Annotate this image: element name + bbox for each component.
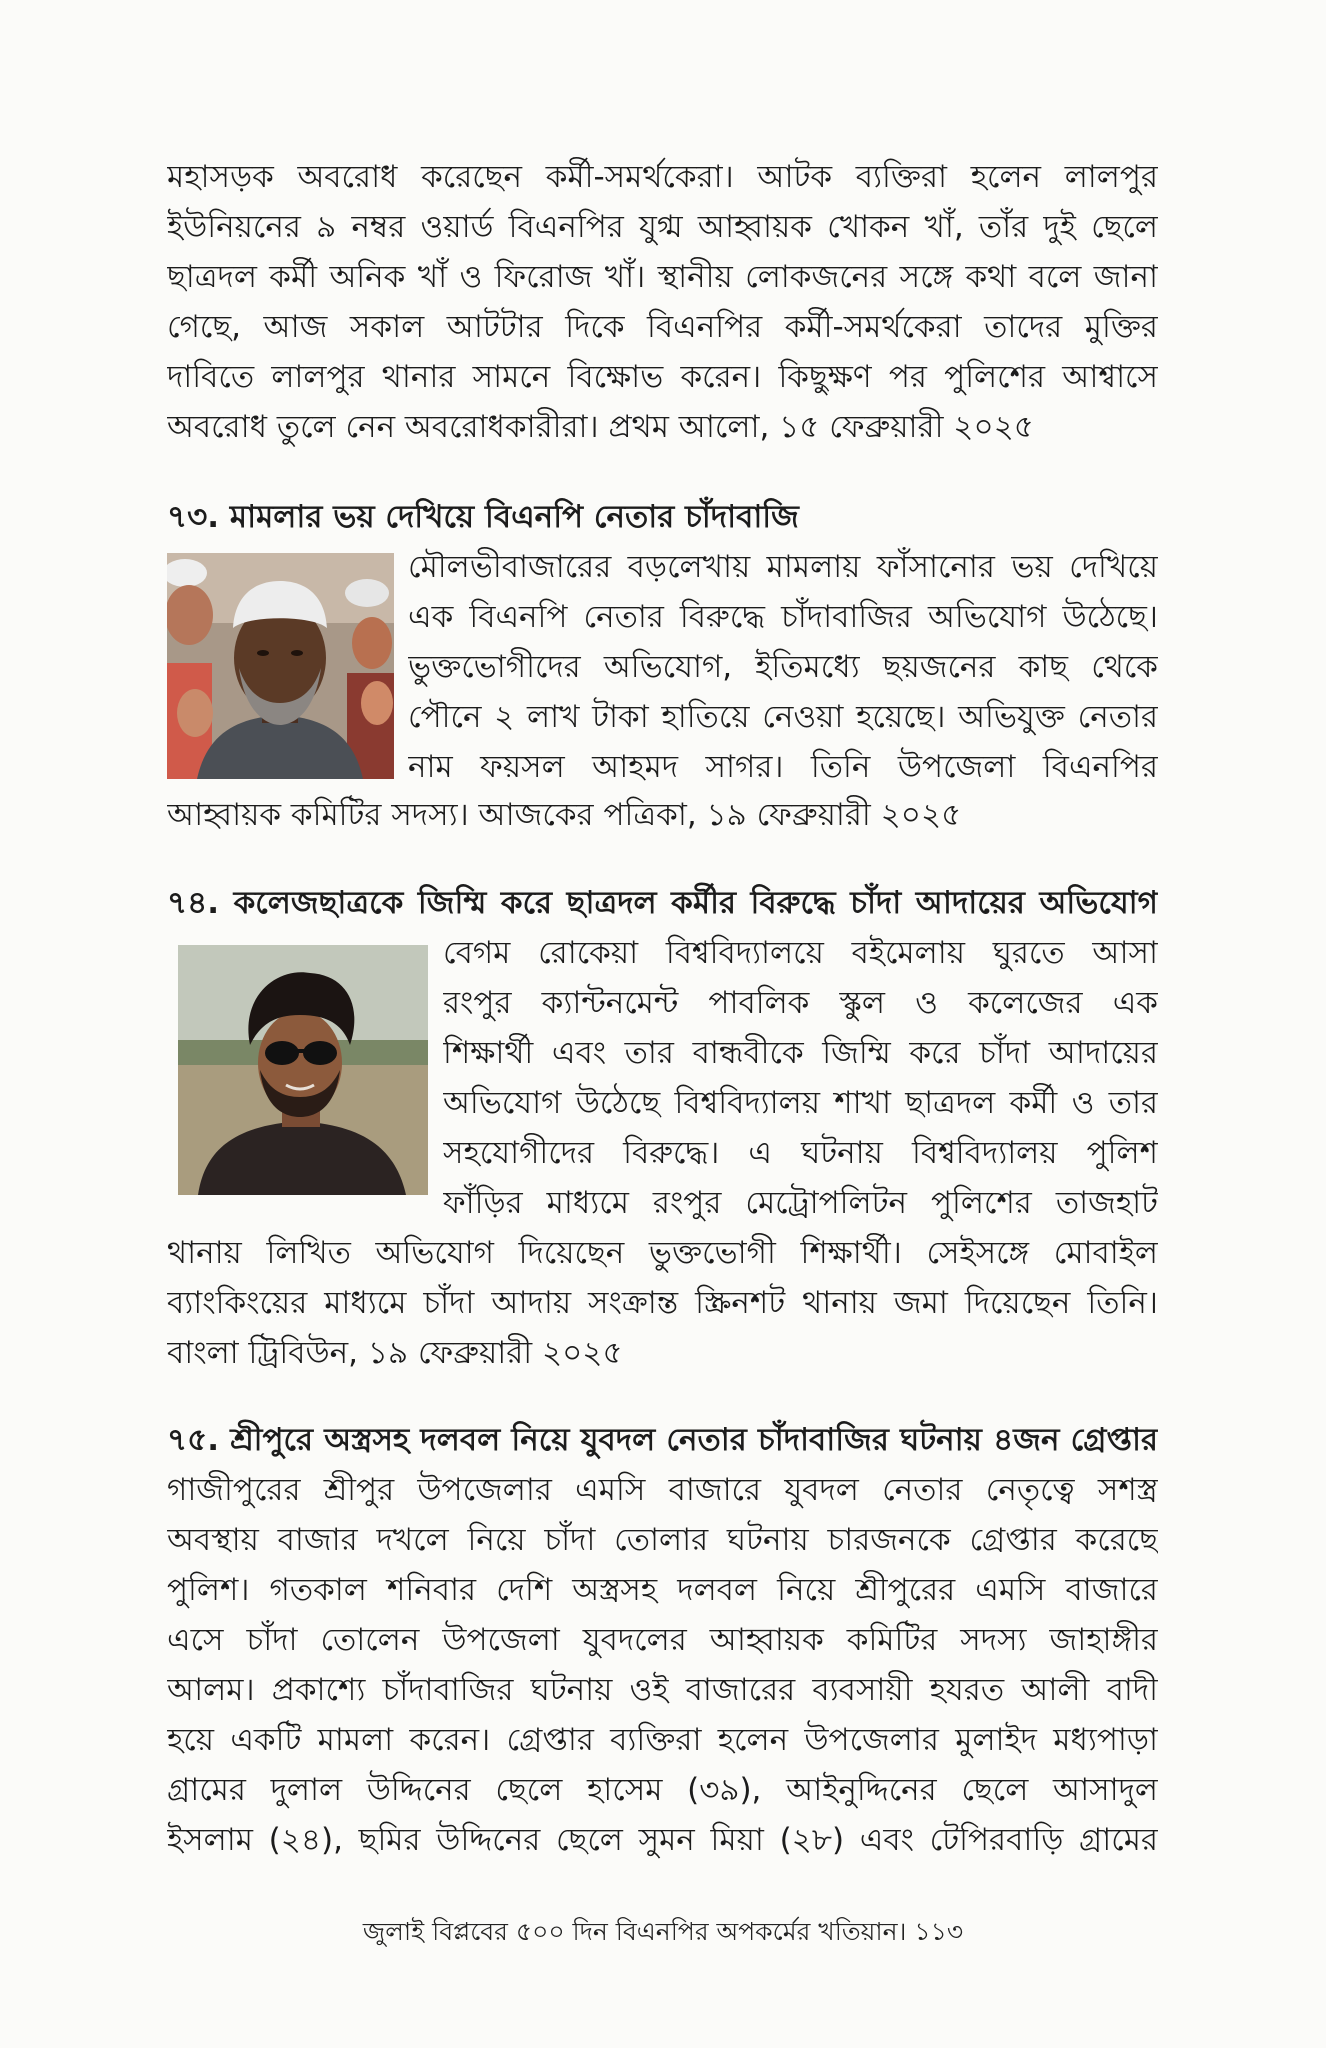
- intro-paragraph: [167, 152, 1158, 452]
- heading-74: ৭৪. কলেজছাত্রকে জিম্মি করে ছাত্রদল কর্মীর বিরুদ্ধে চাঁদা আদায়ের অভিযোগ: [167, 885, 1158, 921]
- paragraph-line: গাজীপুরের শ্রীপুর উপজেলার এমসি বাজারে যুবদল নেতার নেতৃত্বে সশস্ত্র: [167, 1472, 1158, 1508]
- paragraph-line: দাবিতে লালপুর থানার সামনে বিক্ষোভ করেন। কিছুক্ষণ পর পুলিশের আশ্বাসে: [167, 359, 1158, 395]
- paragraph-line: গেছে, আজ সকাল আটটার দিকে বিএনপির কর্মী-সমর্থকেরা তাদের মুক্তির: [167, 309, 1158, 345]
- paragraph-line: নাম ফয়সল আহমদ সাগর। তিনি উপজেলা বিএনপির: [408, 749, 1158, 785]
- portrait-image: [167, 553, 394, 779]
- paragraph-line-with-source: আহ্বায়ক কমিটির সদস্য। আজকের পত্রিকা, ১৯ ফেব্রুয়ারী ২০২৫: [167, 797, 962, 833]
- section-74-photo: [178, 945, 428, 1195]
- section-74-body-wrapped: [443, 928, 1158, 1228]
- page-number: ১১৩: [914, 1917, 964, 1946]
- paragraph-line: এক বিএনপি নেতার বিরুদ্ধে চাঁদাবাজির অভিযোগ উঠেছে।: [408, 599, 1158, 635]
- paragraph-line: পৌনে ২ লাখ টাকা হাতিয়ে নেওয়া হয়েছে। অভিযুক্ত নেতার: [408, 699, 1158, 735]
- paragraph-line: শিক্ষার্থী এবং তার বান্ধবীকে জিম্মি করে চাঁদা আদায়ের: [443, 1035, 1158, 1071]
- source-citation: বাংলা ট্রিবিউন, ১৯ ফেব্রুয়ারী ২০২৫: [167, 1335, 623, 1371]
- book-title: জুলাই বিপ্লবের ৫০০ দিন বিএনপির অপকর্মের খতিয়ান।: [362, 1917, 907, 1946]
- heading-73: ৭৩. মামলার ভয় দেখিয়ে বিএনপি নেতার চাঁদাবাজি: [167, 499, 799, 535]
- paragraph-line: ভুক্তভোগীদের অভিযোগ, ইতিমধ্যে ছয়জনের কাছ থেকে: [408, 649, 1158, 685]
- paragraph-line: হয়ে একটি মামলা করেন। গ্রেপ্তার ব্যক্তিরা হলেন উপজেলার মুলাইদ মধ্যপাড়া: [167, 1722, 1158, 1758]
- paragraph-line: গ্রামের দুলাল উদ্দিনের ছেলে হাসেম (৩৯), আইনুদ্দিনের ছেলে আসাদুল: [167, 1772, 1158, 1808]
- paragraph-line: ছাত্রদল কর্মী অনিক খাঁ ও ফিরোজ খাঁ। স্থানীয় লোকজনের সঙ্গে কথা বলে জানা: [167, 259, 1158, 295]
- paragraph-line: থানায় লিখিত অভিযোগ দিয়েছেন ভুক্তভোগী শিক্ষার্থী। সেইসঙ্গে মোবাইল: [167, 1235, 1158, 1271]
- portrait-image: [178, 945, 428, 1195]
- section-73-photo: [167, 553, 394, 779]
- paragraph-line: আলম। প্রকাশ্যে চাঁদাবাজির ঘটনায় ওই বাজারের ব্যবসায়ী হযরত আলী বাদী: [167, 1672, 1158, 1708]
- paragraph-line: ইউনিয়নের ৯ নম্বর ওয়ার্ড বিএনপির যুগ্ম আহ্বায়ক খোকন খাঁ, তাঁর দুই ছেলে: [167, 209, 1158, 245]
- page-footer: [0, 1912, 1326, 1952]
- paragraph-line: ইসলাম (২৪), ছমির উদ্দিনের ছেলে সুমন মিয়া (২৮) এবং টেপিরবাড়ি গ্রামের: [167, 1822, 1158, 1858]
- paragraph-line: ব্যাংকিংয়ের মাধ্যমে চাঁদা আদায় সংক্রান্ত স্ক্রিনশট থানায় জমা দিয়েছেন তিনি।: [167, 1285, 1158, 1321]
- paragraph-line: সহযোগীদের বিরুদ্ধে। এ ঘটনায় বিশ্ববিদ্যালয় পুলিশ: [443, 1135, 1158, 1171]
- section-74-body-full: [167, 1228, 1158, 1378]
- paragraph-line: রংপুর ক্যান্টনমেন্ট পাবলিক স্কুল ও কলেজের এক: [443, 985, 1158, 1021]
- paragraph-line: পুলিশ। গতকাল শনিবার দেশি অস্ত্রসহ দলবল নিয়ে শ্রীপুরের এমসি বাজারে: [167, 1572, 1158, 1608]
- paragraph-line: অভিযোগ উঠেছে বিশ্ববিদ্যালয় শাখা ছাত্রদল কর্মী ও তার: [443, 1085, 1158, 1121]
- paragraph-line: এসে চাঁদা তোলেন উপজেলা যুবদলের আহ্বায়ক কমিটির সদস্য জাহাঙ্গীর: [167, 1622, 1158, 1658]
- section-73-body-full: [167, 790, 1158, 840]
- paragraph-line: মহাসড়ক অবরোধ করেছেন কর্মী-সমর্থকেরা। আটক ব্যক্তিরা হলেন লালপুর: [167, 159, 1158, 195]
- paragraph-line: মৌলভীবাজারের বড়লেখায় মামলায় ফাঁসানোর ভয় দেখিয়ে: [408, 549, 1158, 585]
- section-75-body: [167, 1465, 1158, 1865]
- paragraph-line: বেগম রোকেয়া বিশ্ববিদ্যালয়ে বইমেলায় ঘুরতে আসা: [443, 935, 1158, 971]
- heading-75: ৭৫. শ্রীপুরে অস্ত্রসহ দলবল নিয়ে যুবদল নেতার চাঁদাবাজির ঘটনায় ৪জন গ্রেপ্তার: [167, 1422, 1158, 1458]
- paragraph-line-with-source: অবরোধ তুলে নেন অবরোধকারীরা। প্রথম আলো, ১৫ ফেব্রুয়ারী ২০২৫: [167, 409, 1034, 445]
- paragraph-line: অবস্থায় বাজার দখলে নিয়ে চাঁদা তোলার ঘটনায় চারজনকে গ্রেপ্তার করেছে: [167, 1522, 1158, 1558]
- section-73-body-wrapped: [408, 542, 1158, 792]
- paragraph-line: ফাঁড়ির মাধ্যমে রংপুর মেট্রোপলিটন পুলিশের তাজহাট: [443, 1185, 1158, 1221]
